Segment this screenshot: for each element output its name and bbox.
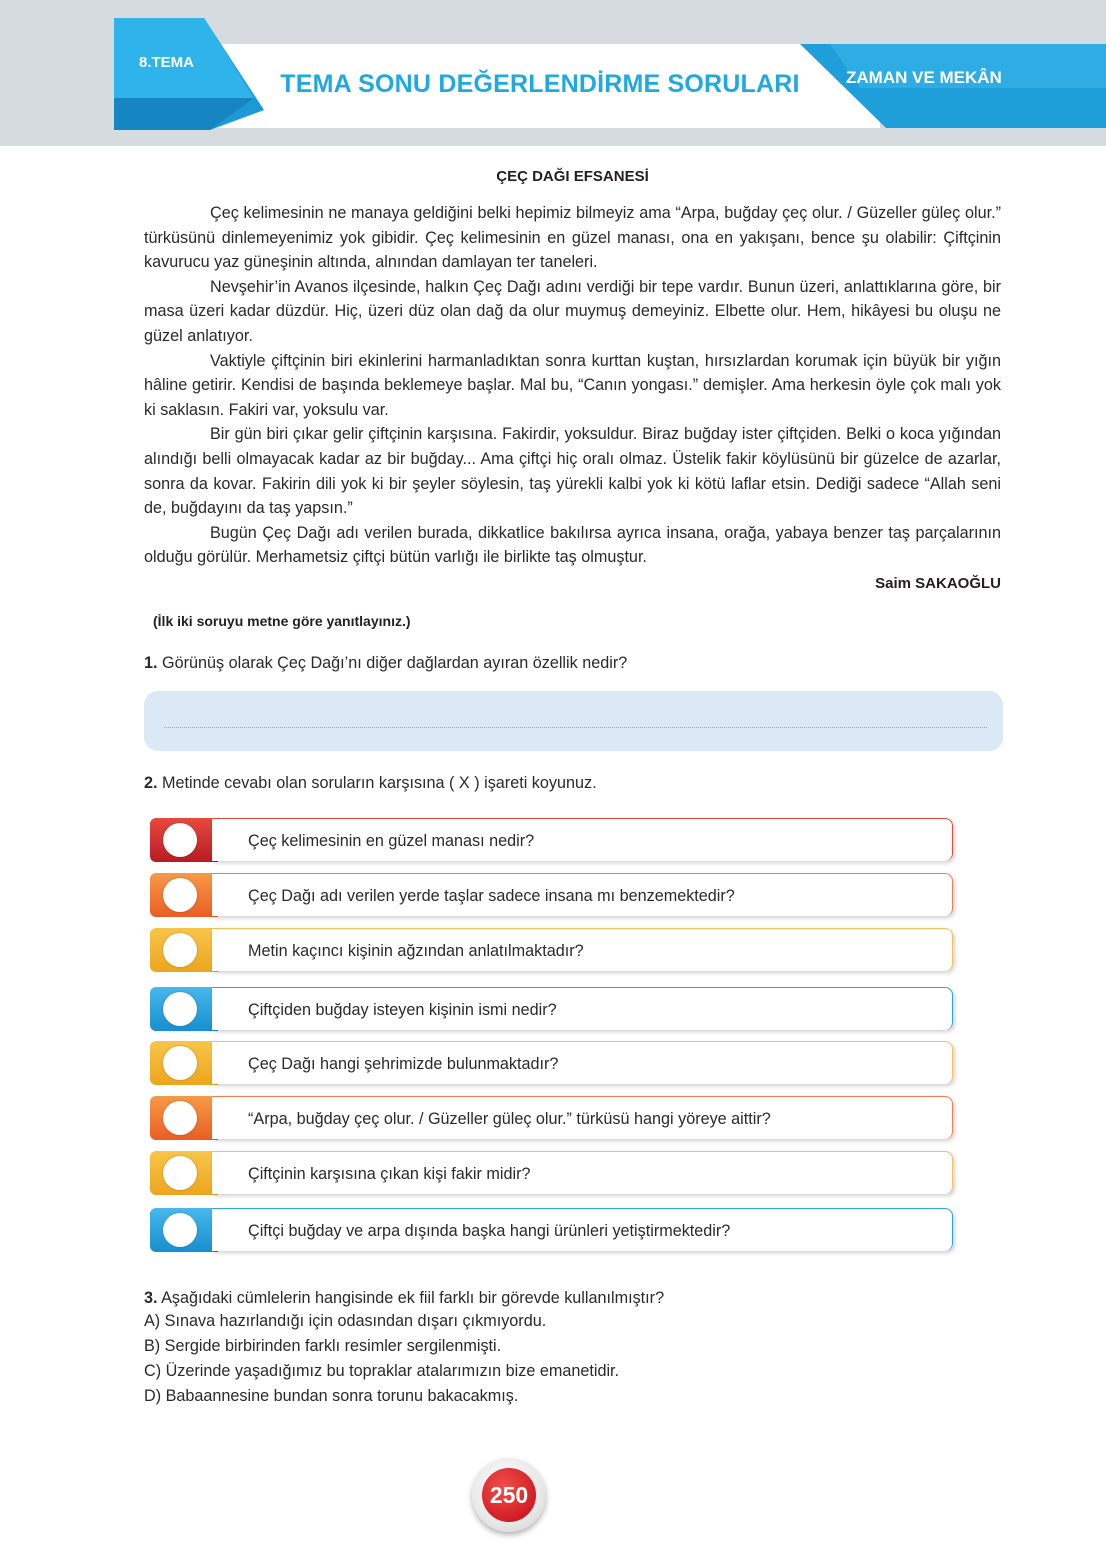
check-item [150,1041,954,1085]
question-number: 2. [144,774,158,792]
checkbox-circle[interactable] [163,823,197,857]
check-item [150,1151,954,1195]
story-paragraph: Bir gün biri çıkar gelir çiftçinin karşısına. Fakirdir, yoksuldur. Biraz buğday ister çiftçiden. Belki o koca yığından alındığı belli olmayacak kadar az bir buğday... Ama çiftçi hiç oralı olmaz. Üstelik fakir köylüsünü bir güzelce de azarlar, sonra da kovar. Fakirin dili yok ki bir şeyler söylesin, taş yürekli kalbi yok ki kötü laflar etsin. Dediği sadece “Allah seni de, buğdayını da taş yapsın.” [144,425,1001,518]
item-text: Çeç Dağı adı verilen yerde taşlar sadece insana mı benzemektedir? [248,887,735,905]
instruction: (İlk iki soruyu metne göre yanıtlayınız.) [153,613,411,629]
story-paragraph: Bugün Çeç Dağı adı verilen burada, dikkatlice bakılırsa ayrıca insana, orağa, yabaya benzer taş parçalarının olduğu görülür. Merhametsiz çiftçi bütün varlığı ile birlikte taş olmuştur. [144,523,1001,567]
option-b[interactable]: B) Sergide birbirinden farklı resimler sergilenmişti. [144,1337,502,1355]
checkbox-circle[interactable] [163,1046,197,1080]
question-text: Metinde cevabı olan soruların karşısına ( X ) işareti koyunuz. [162,774,597,792]
item-text: Çiftçi buğday ve arpa dışında başka hangi ürünleri yetiştirmektedir? [248,1222,731,1240]
story-paragraph: Çeç kelimesinin ne manaya geldiğini belki hepimiz bilmeyiz ama “Arpa, buğday çeç olur. / Güzeller güleç olur.” türküsünü dinlemeyenimiz yok gibidir. Çeç kelimesinin en güzel manası, ona en yakışanı, bence şu olabilir: Çiftçinin kavurucu yaz güneşinin altında, alnından damlayan ter taneleri. [144,204,1001,272]
item-text: Çiftçiden buğday isteyen kişinin ismi nedir? [248,1001,557,1019]
option-a[interactable]: A) Sınava hazırlandığı için odasından dışarı çıkmıyordu. [144,1312,547,1330]
item-text: Çeç Dağı hangi şehrimizde bulunmaktadır? [248,1055,559,1073]
question-1 [144,654,627,673]
question-text: Aşağıdaki cümlelerin hangisinde ek fiil farklı bir görevde kullanılmıştır? [161,1289,665,1307]
item-text: Çiftçinin karşısına çıkan kişi fakir midir? [248,1165,531,1183]
check-item [150,987,954,1031]
checkbox-circle[interactable] [163,1101,197,1135]
page-number: 250 [482,1468,536,1522]
check-item [150,818,954,862]
check-item [150,873,954,917]
checkbox-circle[interactable] [163,933,197,967]
story-text [144,201,1001,570]
question-2 [144,774,597,793]
check-item [150,1096,954,1140]
page-title: TEMA SONU DEĞERLENDİRME SORULARI [280,70,800,98]
check-item [150,928,954,972]
question-text: Görünüş olarak Çeç Dağı’nı diğer dağlardan ayıran özellik nedir? [162,654,628,672]
checkbox-circle[interactable] [163,1213,197,1247]
question-number: 1. [144,654,158,672]
checkbox-circle[interactable] [163,992,197,1026]
checkbox-circle[interactable] [163,878,197,912]
option-c[interactable]: C) Üzerinde yaşadığımız bu topraklar atalarımızın bize emanetidir. [144,1362,620,1380]
check-item [150,1208,954,1252]
question-number: 3. [144,1289,158,1307]
question-3 [144,1289,664,1308]
story-paragraph: Vaktiyle çiftçinin biri ekinlerini harmanladıktan sonra kurttan kuştan, hırsızlardan korumak için büyük bir yığın hâline getirir. Kendisi de başında beklemeye başlar. Mal bu, “Canın yongası.” demişler. Ama herkesin öyle çok malı yok ki saklasın. Fakiri var, yoksulu var. [144,351,1001,419]
option-d[interactable]: D) Babaannesine bundan sonra torunu bakacakmış. [144,1387,519,1405]
item-text: Çeç kelimesinin en güzel manası nedir? [248,832,535,850]
item-text: “Arpa, buğday çeç olur. / Güzeller güleç olur.” türküsü hangi yöreye aittir? [248,1110,771,1128]
unit-label: 8.TEMA [139,54,195,71]
story-title: ÇEÇ DAĞI EFSANESİ [496,168,649,185]
answer-line [164,727,987,728]
checkbox-circle[interactable] [163,1156,197,1190]
topic-label: ZAMAN VE MEKÂN [846,68,1002,87]
answer-field[interactable] [144,691,1003,751]
story-author: Saim SAKAOĞLU [875,575,1001,592]
story-paragraph: Nevşehir’in Avanos ilçesinde, halkın Çeç Dağı adını verdiği bir tepe vardır. Bunun üzeri, anlattıklarına göre, bir masa üzeri kadar düzdür. Hiç, üzeri düz olan dağ da olur muymuş demeyiniz. Elbette olur. Hem, hikâyesi bu oluşu ne güzel anlatıyor. [144,277,1001,345]
item-text: Metin kaçıncı kişinin ağzından anlatılmaktadır? [248,942,584,960]
